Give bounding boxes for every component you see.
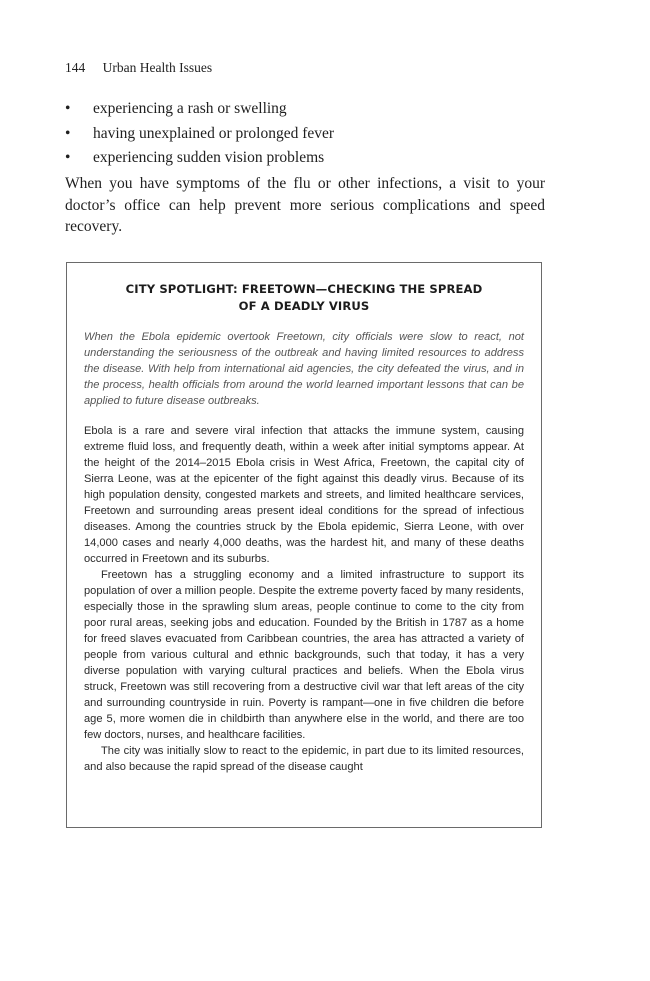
bullet-item bbox=[65, 122, 545, 147]
running-head bbox=[65, 60, 212, 76]
book-title: Urban Health Issues bbox=[102, 60, 213, 75]
body-paragraph: Ebola is a rare and severe viral infection that attacks the immune system, causing extreme fluid loss, and frequently death, within a week after initial symptoms appear. At the height of the 2014–2015 Ebola crisis in West Africa, Freetown, the capital city of Sierra Leone, was at the epicenter of the fight against this deadly virus. Because of its high population density, congested markets and streets, and limited healthcare services, Freetown and surrounding areas present ideal conditions for the spread of infectious diseases. Among the countries struck by the Ebola epidemic, Sierra Leone, with over 14,000 cases and nearly 4,000 deaths, was the hardest hit, and many of these deaths occurred in Freetown and its suburbs. bbox=[84, 425, 524, 565]
bullet-item bbox=[65, 97, 545, 122]
sidebar-title bbox=[87, 281, 521, 315]
bullet-text: having unexplained or prolonged fever bbox=[93, 124, 335, 142]
sidebar-lede: When the Ebola epidemic overtook Freetown, city officials were slow to react, not understanding the seriousness of the outbreak and having limited resources to address the disease. With help from international aid agencies, the city defeated the virus, and in the process, health officials from around the world learned important lessons that can be applied to future disease outbreaks. bbox=[84, 331, 524, 407]
bullet-item bbox=[65, 146, 545, 171]
body-paragraph: Freetown has a struggling economy and a limited infrastructure to support its population of over a million people. Despite the extreme poverty faced by many residents, especially those in the sprawling slum areas, people continue to come to the city from poor rural areas, seeking jobs and education. Founded by the British in 1787 as a home for freed slaves evacuated from Caribbean countries, the area has attracted a variety of people from various cultural and ethnic backgrounds, such that today, it has a very diverse population with varying cultural practices and beliefs. When the Ebola virus struck, Freetown was still recovering from a destructive civil war that left areas of the city and surrounding countryside in ruin. Poverty is rampant—one in five children die before age 5, more women die in childbirth than anywhere else in the world, and there are too few doctors, nurses, and healthcare facilities. bbox=[84, 569, 524, 741]
bullet-dot: • bbox=[65, 149, 71, 166]
bullet-text: experiencing a rash or swelling bbox=[93, 100, 287, 117]
sidebar-body bbox=[84, 423, 524, 775]
bullet-dot: • bbox=[65, 100, 71, 117]
sidebar-title-line: OF A DEADLY VIRUS bbox=[238, 299, 370, 313]
city-spotlight-box bbox=[66, 262, 542, 828]
page-number: 144 bbox=[65, 60, 86, 75]
bullet-text: experiencing sudden vision problems bbox=[93, 149, 325, 166]
sidebar-title-line: CITY SPOTLIGHT: FREETOWN—CHECKING THE SPREAD bbox=[125, 282, 483, 296]
bullet-list bbox=[65, 97, 545, 171]
intro-paragraph: When you have symptoms of the flu or other infections, a visit to your doctor’s office can help prevent more serious complications and speed recovery. bbox=[65, 175, 545, 235]
bullet-dot: • bbox=[65, 124, 71, 142]
body-paragraph: The city was initially slow to react to the epidemic, in part due to its limited resources, and also because the rapid spread of the disease caught bbox=[84, 745, 524, 773]
